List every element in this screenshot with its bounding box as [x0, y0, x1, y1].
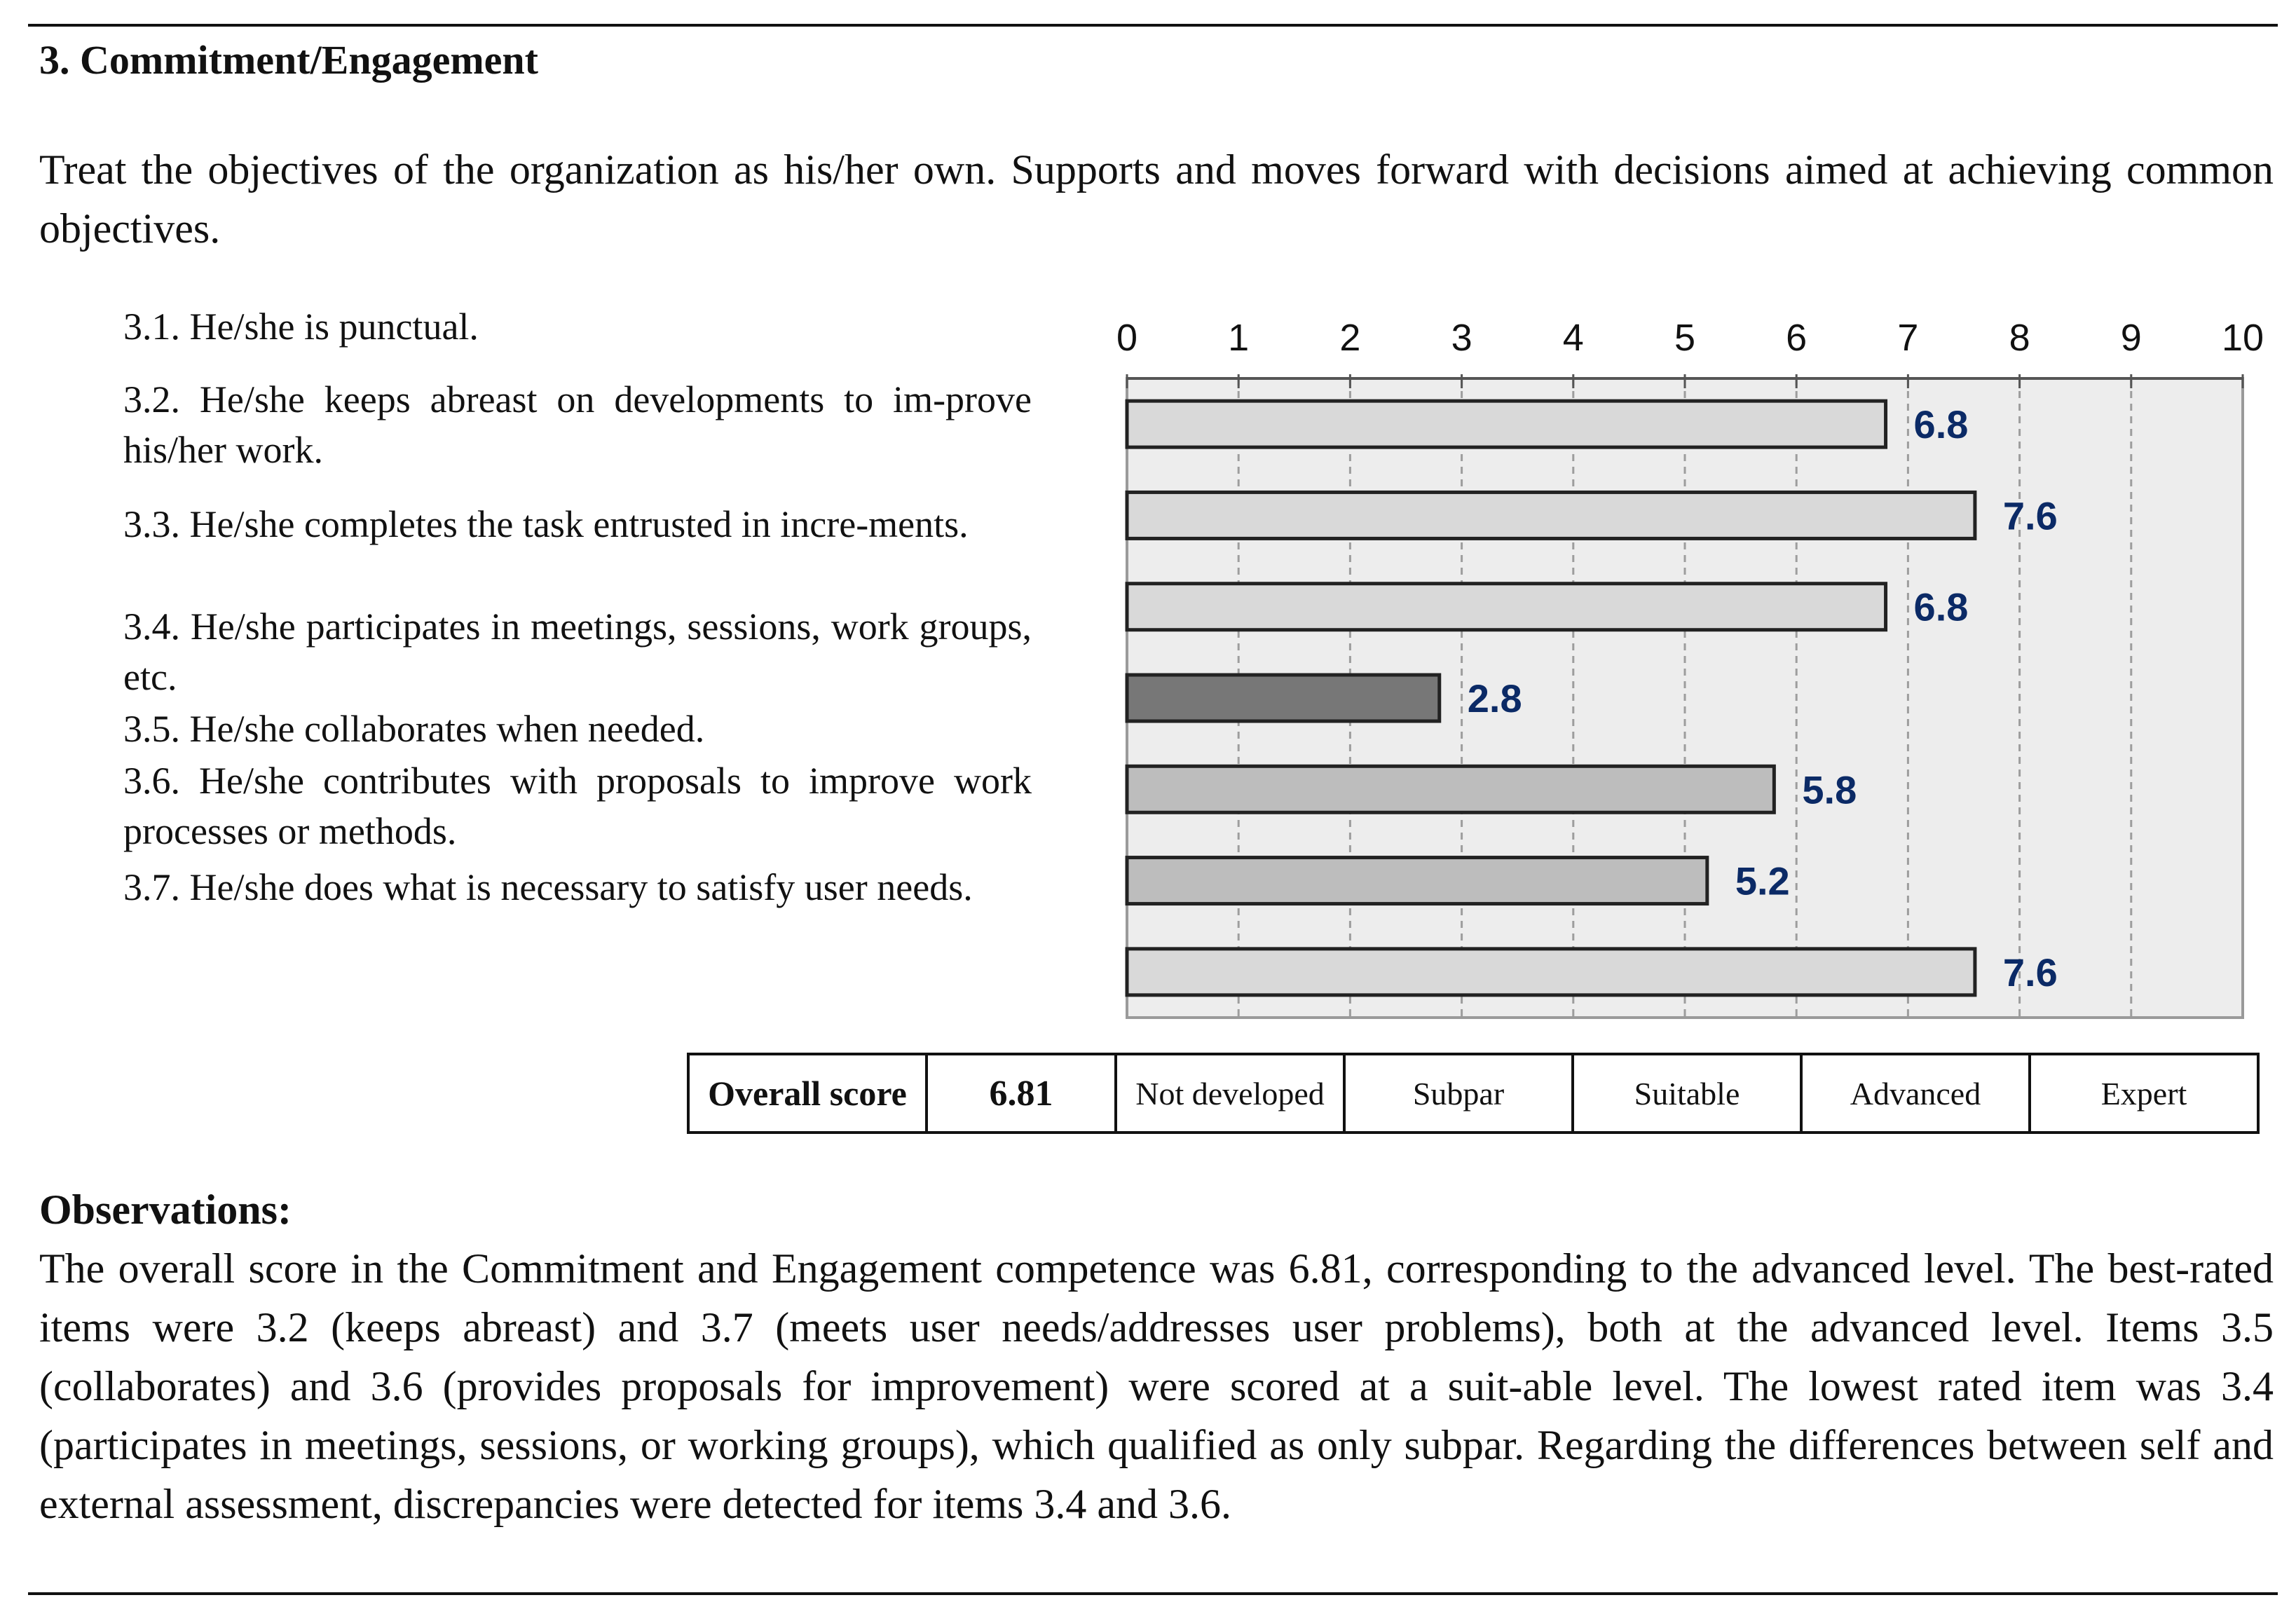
level-expert: Expert [2030, 1054, 2258, 1133]
level-advanced: Advanced [1801, 1054, 2030, 1133]
level-suitable: Suitable [1573, 1054, 1801, 1133]
bar [1127, 492, 1975, 538]
x-tick-label: 6 [1786, 317, 1808, 359]
x-tick-label: 5 [1674, 317, 1696, 359]
bar [1127, 949, 1975, 995]
overall-score-value: 6.81 [927, 1054, 1116, 1133]
item-3-5: 3.5. He/she collaborates when needed. [123, 708, 705, 750]
x-tick-label: 0 [1116, 317, 1138, 359]
bar-value-label: 7.6 [2002, 950, 2058, 994]
item-3-1: 3.1. He/she is punctual. [123, 306, 479, 348]
bar-value-label: 7.6 [2002, 493, 2058, 538]
bar-value-label: 6.8 [1913, 402, 1969, 447]
level-not-developed: Not developed [1116, 1054, 1344, 1133]
bar [1127, 584, 1886, 630]
x-tick-label: 3 [1451, 317, 1472, 359]
bar-chart [1093, 280, 2264, 1037]
section-intro: Treat the objectives of the organization as his/her own. Supports and moves forward with decisions aimed at achieving common objectives. [39, 146, 2274, 252]
bar-value-label: 2.8 [1467, 676, 1522, 720]
x-tick-label: 1 [1228, 317, 1250, 359]
section-title: 3. Commitment/Engagement [39, 37, 539, 83]
bar [1127, 675, 1440, 721]
bar-value-label: 5.2 [1735, 859, 1790, 903]
bar-value-label: 6.8 [1913, 584, 1969, 629]
level-subpar: Subpar [1344, 1054, 1573, 1133]
bar [1127, 401, 1886, 447]
x-tick-label: 4 [1562, 317, 1584, 359]
x-tick-label: 8 [2009, 317, 2030, 359]
x-tick-label: 2 [1339, 317, 1361, 359]
item-3-2: 3.2. He/she keeps abreast on developments to im-prove his/her work. [123, 378, 1032, 471]
x-tick-label: 9 [2120, 317, 2142, 359]
item-3-4: 3.4. He/she participates in meetings, sessions, work groups, etc. [123, 606, 1032, 698]
x-tick-label: 10 [2221, 317, 2264, 359]
x-tick-label: 7 [1897, 317, 1919, 359]
bar [1127, 766, 1774, 812]
bar-value-label: 5.8 [1802, 767, 1857, 812]
bottom-rule [28, 1592, 2278, 1595]
item-3-7: 3.7. He/she does what is necessary to satisfy user needs. [123, 866, 973, 908]
overall-score-label: Overall score [688, 1054, 927, 1133]
overall-score-table [687, 1053, 2260, 1134]
observations-heading: Observations: [39, 1186, 292, 1233]
observations-body: The overall score in the Commitment and Engagement competence was 6.81, corresponding to the advanced level. The best-rated items were 3.2 (keeps abreast) and 3.7 (meets user needs/addresses user problems), both at the advanced level. Items 3.5 (collaborates) and 3.6 (provides proposals for improvement) were scored at a suit-able level. The lowest rated item was 3.4 (participates in meetings, sessions, or working groups), which qualified as only subpar. Regarding the differences between self and external assessment, discrepancies were detected for items 3.4 and 3.6. [39, 1245, 2274, 1527]
item-3-3: 3.3. He/she completes the task entrusted in incre-ments. [123, 503, 969, 545]
bar [1127, 858, 1707, 904]
top-rule [28, 24, 2278, 27]
item-3-6: 3.6. He/she contributes with proposals to improve work processes or methods. [123, 760, 1032, 852]
